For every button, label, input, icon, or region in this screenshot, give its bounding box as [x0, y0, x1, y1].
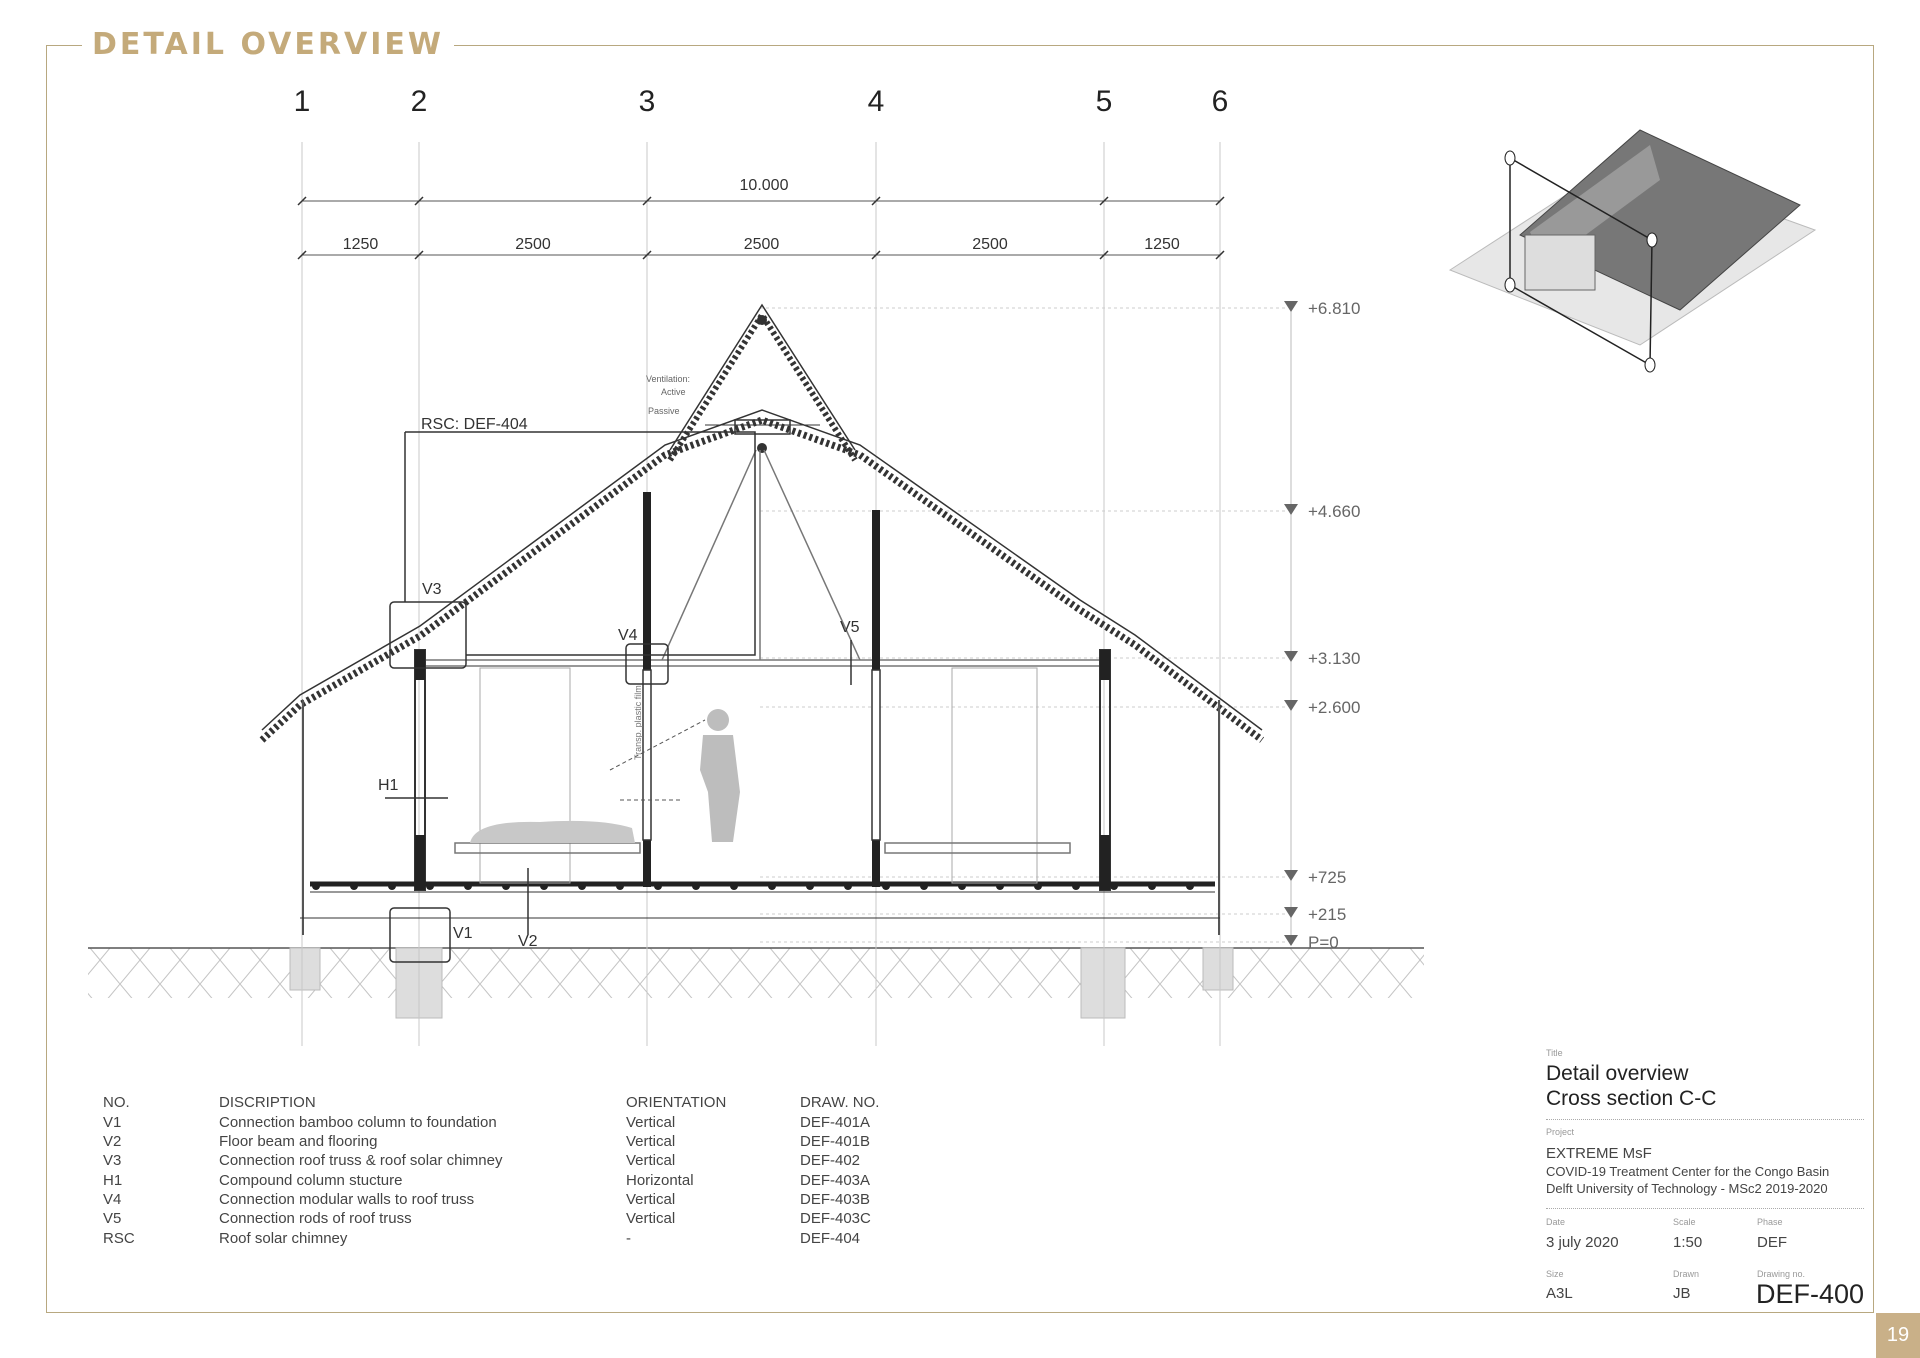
legend-drawing: DEF-401A: [800, 1114, 871, 1131]
legend-drawing: DEF-403C: [800, 1210, 871, 1227]
floor-joist: [1110, 882, 1118, 890]
level-marker-icon: [1284, 907, 1298, 918]
drawn-value: JB: [1673, 1285, 1691, 1302]
v2-label: V2: [518, 933, 538, 950]
span-dimension-label: 1250: [342, 236, 379, 253]
floor-joist: [1148, 882, 1156, 890]
level-label: +725: [1308, 868, 1347, 887]
legend-header-drawing: DRAW. NO.: [800, 1094, 880, 1111]
floor-joist: [692, 882, 700, 890]
floor-joist: [844, 882, 852, 890]
level-marker-icon: [1284, 935, 1298, 946]
dimension-labels: [298, 177, 1224, 259]
level-label: +2.600: [1308, 698, 1361, 717]
legend-drawing: DEF-402: [800, 1152, 861, 1169]
drawing-title: Detail overview: [1546, 1062, 1689, 1085]
project-label: Project: [1546, 1127, 1575, 1137]
legend-drawing: DEF-403A: [800, 1172, 871, 1189]
v4-label: V4: [618, 627, 638, 644]
phase-value: DEF: [1757, 1234, 1787, 1251]
title-label: Title: [1546, 1048, 1563, 1058]
legend-drawing: DEF-403B: [800, 1191, 871, 1208]
level-marker-icon: [1284, 301, 1298, 312]
legend-no: H1: [103, 1172, 123, 1189]
page-number: 19: [1876, 1313, 1920, 1358]
legend-header-orientation: ORIENTATION: [626, 1094, 727, 1111]
legend-orientation: Vertical: [626, 1210, 676, 1227]
film-label: Transp. plastic film: [633, 685, 643, 760]
grid-axis-number: 3: [638, 85, 656, 118]
date-value: 3 july 2020: [1546, 1234, 1619, 1251]
legend-description: Connection bamboo column to foundation: [219, 1114, 497, 1131]
level-marker-icon: [1284, 870, 1298, 881]
level-label: +6.810: [1308, 299, 1361, 318]
floor-joist: [920, 882, 928, 890]
drawing-subtitle: Cross section C-C: [1546, 1087, 1717, 1110]
drawing-no-label: Drawing no.: [1757, 1269, 1806, 1279]
project-description: COVID-19 Treatment Center for the Congo Basin: [1546, 1164, 1830, 1179]
divider: [1546, 1119, 1864, 1120]
size-value: A3L: [1546, 1285, 1573, 1302]
roof: [262, 305, 1262, 740]
legend-orientation: Horizontal: [626, 1172, 694, 1189]
drawing-number: DEF-400: [1756, 1279, 1865, 1309]
legend-no: RSC: [103, 1230, 135, 1247]
drawn-label: Drawn: [1673, 1269, 1700, 1279]
legend-orientation: Vertical: [626, 1133, 676, 1150]
grid-axis-number: 1: [293, 85, 311, 118]
ventilation-label: Ventilation:: [646, 374, 691, 384]
project-name: EXTREME MsF: [1546, 1145, 1652, 1162]
h1-label: H1: [378, 777, 399, 794]
floor-joist: [882, 882, 890, 890]
legend-no: V1: [103, 1114, 122, 1131]
level-label: +215: [1308, 905, 1347, 924]
floor-joist: [654, 882, 662, 890]
legend-description: Roof solar chimney: [219, 1230, 348, 1247]
span-dimension-label: 1250: [1144, 236, 1180, 253]
legend-description: Connection roof truss & roof solar chimney: [219, 1152, 503, 1169]
level-label: P=0: [1308, 933, 1339, 952]
level-marker-icon: [1284, 700, 1298, 711]
page-title: DETAIL OVERVIEW: [82, 24, 454, 66]
passive-label: Passive: [648, 406, 680, 416]
floor-joist: [616, 882, 624, 890]
legend-description: Connection rods of roof truss: [219, 1210, 412, 1227]
grid-axis-number: 5: [1095, 85, 1113, 118]
overall-dimension-label: 10.000: [739, 177, 789, 194]
floor-joist: [388, 882, 396, 890]
columns: [303, 492, 1219, 935]
scale-value: 1:50: [1673, 1234, 1703, 1251]
phase-label: Phase: [1757, 1217, 1783, 1227]
legend-no: V3: [103, 1152, 122, 1169]
date-label: Date: [1546, 1217, 1566, 1227]
floor: [300, 882, 1220, 918]
person-figure: [700, 709, 740, 842]
floor-joist: [578, 882, 586, 890]
active-label: Active: [661, 387, 686, 397]
span-dimension-label: 2500: [743, 236, 780, 253]
rsc-callout-label: RSC: DEF-404: [421, 416, 528, 433]
floor-joist: [768, 882, 776, 890]
grid-axis-number: 6: [1211, 85, 1229, 118]
floor-joist: [350, 882, 358, 890]
v5-label: V5: [840, 619, 860, 636]
level-label: +4.660: [1308, 502, 1361, 521]
legend-no: V5: [103, 1210, 122, 1227]
floor-joist: [806, 882, 814, 890]
scale-label: Scale: [1673, 1217, 1696, 1227]
level-marker-icon: [1284, 504, 1298, 515]
span-dimension-label: 2500: [515, 236, 551, 253]
level-marker-icon: [1284, 651, 1298, 662]
legend-description: Compound column stucture: [219, 1172, 403, 1189]
legend-description: Connection modular walls to roof truss: [219, 1191, 475, 1208]
floor-joist: [312, 882, 320, 890]
legend-orientation: Vertical: [626, 1191, 676, 1208]
grid-axis-number: 4: [867, 85, 885, 118]
legend-drawing: DEF-404: [800, 1230, 861, 1247]
legend-drawing: DEF-401B: [800, 1133, 871, 1150]
project-institution: Delft University of Technology - MSc2 2019-2020: [1546, 1181, 1828, 1196]
legend-orientation: Vertical: [626, 1152, 676, 1169]
legend-description: Floor beam and flooring: [219, 1133, 378, 1150]
h1-marker: [385, 640, 851, 935]
grid-axis-number: 2: [410, 85, 428, 118]
legend-no: V2: [103, 1133, 122, 1150]
legend-header-no: NO.: [103, 1094, 130, 1111]
grid-axes: [294, 85, 1229, 1046]
size-label: Size: [1546, 1269, 1564, 1279]
divider: [1546, 1208, 1864, 1209]
legend-orientation: -: [626, 1230, 631, 1247]
floor-joist: [1186, 882, 1194, 890]
floor-joist: [426, 882, 434, 890]
v1-label: V1: [453, 925, 473, 942]
floor-joist: [1072, 882, 1080, 890]
span-dimension-label: 2500: [972, 236, 1008, 253]
floor-joist: [464, 882, 472, 890]
v3-label: V3: [422, 581, 442, 598]
legend-orientation: Vertical: [626, 1114, 676, 1131]
floor-joist: [730, 882, 738, 890]
axonometric-key-plan: [1450, 130, 1815, 372]
legend-no: V4: [103, 1191, 122, 1208]
level-label: +3.130: [1308, 649, 1361, 668]
interior: [455, 668, 1070, 883]
legend-header-description: DISCRIPTION: [219, 1094, 316, 1111]
